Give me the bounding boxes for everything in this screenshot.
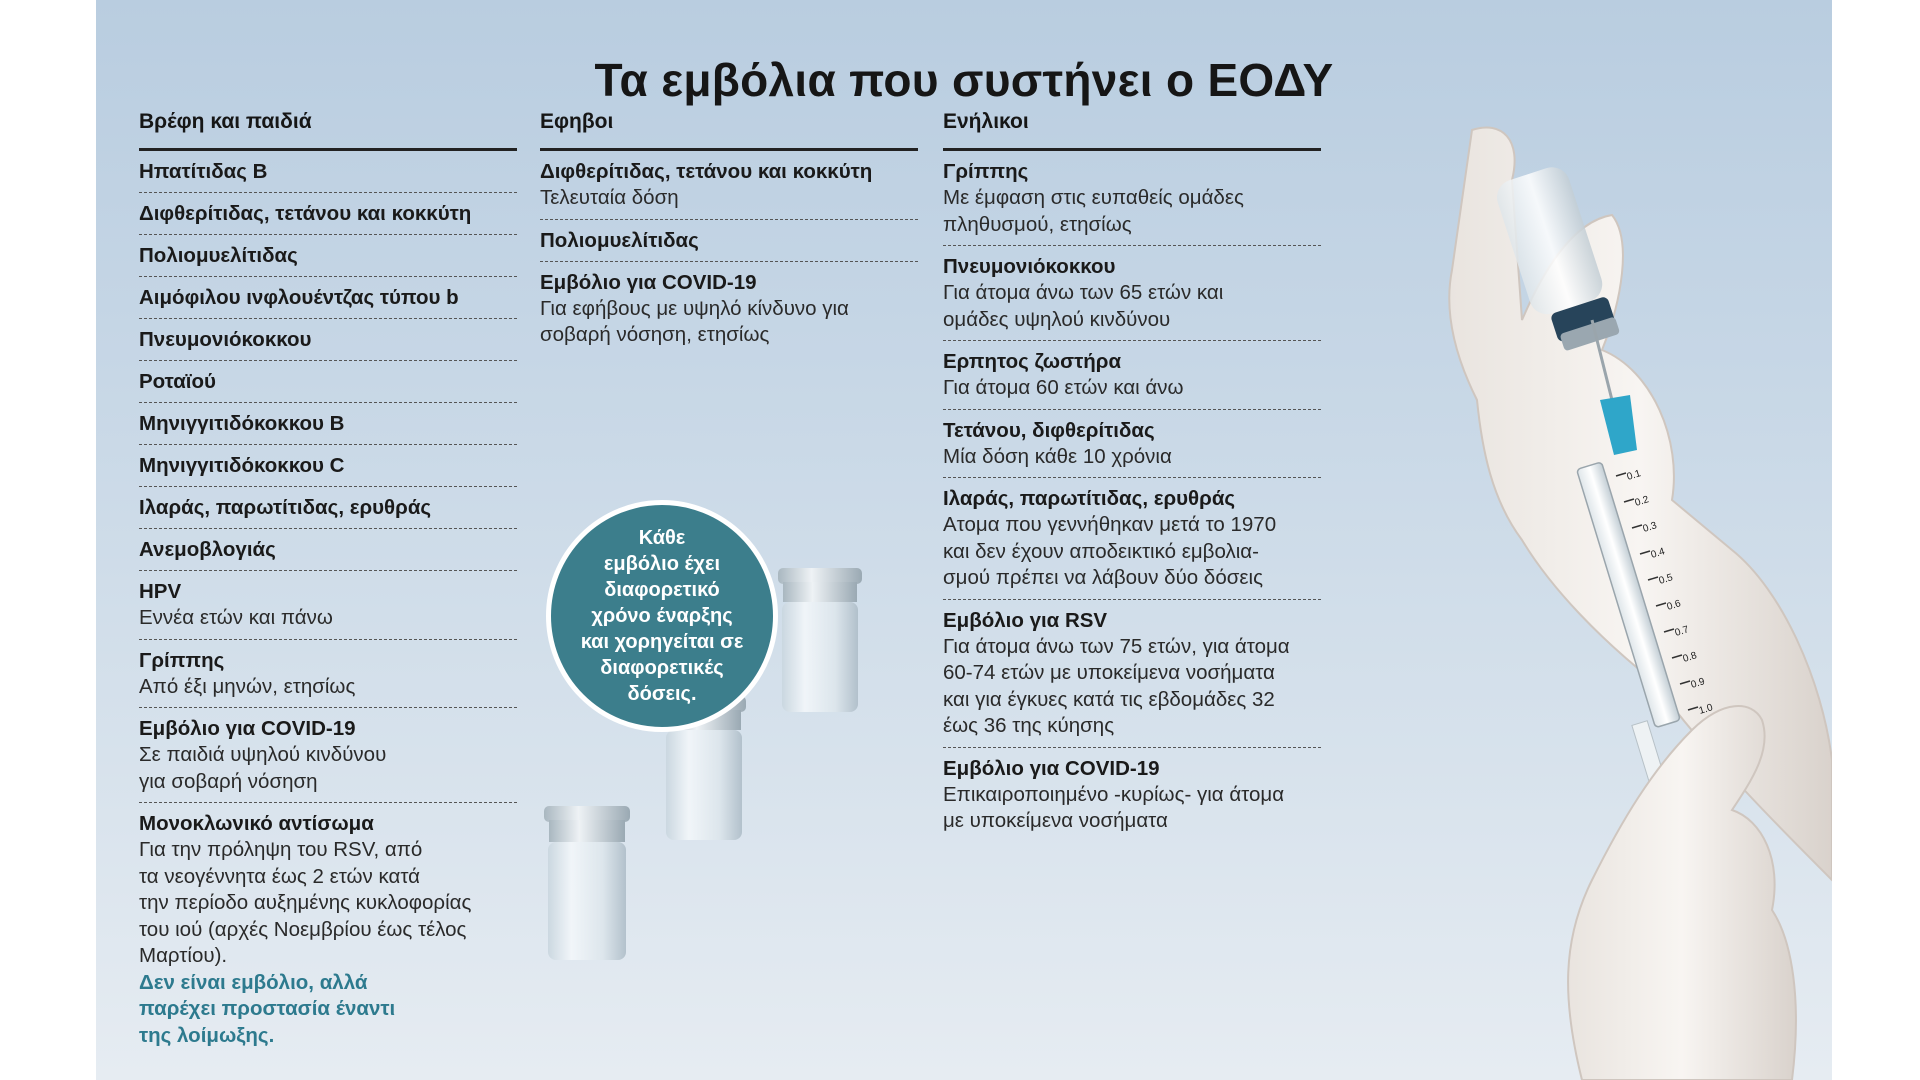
syringe-scale-label: 0.1 — [1625, 468, 1643, 483]
vaccine-name: Διφθερίτιδας, τετάνου και κοκκύτη — [139, 202, 472, 225]
vaccine-name: Πολιομυελίτιδας — [540, 228, 699, 252]
vaccine-name: HPV — [139, 580, 182, 603]
vaccine-item — [943, 151, 1321, 246]
vaccine-name: Εμβόλιο για COVID-19 — [540, 270, 757, 294]
vaccine-item — [540, 220, 918, 262]
vaccine-description: Με έμφαση στις ευπαθείς ομάδες πληθυσμού, ετησίως — [943, 186, 1244, 236]
syringe-scale-label: 0.3 — [1641, 520, 1659, 535]
vaccine-name: Πολιομυελίτιδας — [139, 244, 298, 267]
column-heading: Εφηβοι — [540, 110, 918, 151]
syringe-scale-label: 0.9 — [1689, 676, 1707, 691]
syringe-illustration — [1352, 120, 1832, 1080]
vaccine-item — [139, 193, 517, 235]
vaccine-name: Μηνιγγιτιδόκοκκου C — [139, 454, 345, 477]
vaccine-name: Εμβόλιο για COVID-19 — [139, 717, 356, 740]
vaccine-item — [943, 748, 1321, 842]
syringe-scale-label: 0.6 — [1665, 598, 1683, 613]
page-title: Τα εμβόλια που συστήνει ο ΕΟΔΥ — [594, 53, 1334, 106]
vaccine-name: Μονοκλωνικό αντίσωμα — [139, 812, 374, 835]
vaccine-name: Εμβόλιο για COVID-19 — [943, 756, 1160, 780]
vaccine-item — [139, 529, 517, 571]
vaccine-name: Μηνιγγιτιδόκοκκου Β — [139, 412, 345, 435]
vaccine-description: Εννέα ετών και πάνω — [139, 606, 333, 629]
highlight-note: Δεν είναι εμβόλιο, αλλά παρέχει προστασία έναντι της λοίμωξης. — [139, 970, 396, 1047]
vaccine-description: Επικαιροποιημένο -κυρίως- για άτομα με υποκείμενα νοσήματα — [943, 782, 1285, 832]
column-children — [139, 110, 517, 1056]
vaccine-description: Από έξι μηνών, ετησίως — [139, 674, 356, 698]
column-teens — [540, 110, 918, 356]
vaccine-item — [943, 410, 1321, 479]
column-heading: Βρέφη και παιδιά — [139, 110, 517, 151]
vaccine-item — [139, 708, 517, 803]
vaccine-item — [139, 277, 517, 319]
vaccine-name: Τετάνου, διφθερίτιδας — [943, 418, 1155, 442]
vaccine-item — [139, 361, 517, 403]
vaccine-name: Εμβόλιο για RSV — [943, 608, 1108, 632]
vaccine-item — [540, 151, 918, 220]
vaccine-name: Ροταϊού — [139, 370, 216, 393]
vaccine-description: Για την πρόληψη του RSV, από τα νεογέννητα έως 2 ετών κατά την περίοδο αυξημένης κυκλοφορίας του ιού (αρχές Νοεμβρίου έως τέλος Μαρτίου). — [139, 838, 472, 967]
vaccine-item — [139, 235, 517, 277]
info-badge — [546, 500, 778, 732]
vaccine-item — [139, 571, 517, 640]
vaccine-item — [139, 640, 517, 709]
vaccine-item — [139, 445, 517, 487]
vaccine-name: Ανεμοβλογιάς — [139, 538, 276, 561]
vaccine-item — [540, 262, 918, 356]
syringe-scale-label: 1.0 — [1697, 702, 1715, 717]
vaccine-list — [540, 151, 918, 356]
vaccine-item — [139, 319, 517, 361]
syringe-scale-label: 0.2 — [1633, 494, 1651, 509]
vaccine-description: Για άτομα 60 ετών και άνω — [943, 376, 1184, 399]
vaccine-name: Γρίππης — [943, 160, 1029, 183]
vaccine-name: Ιλαράς, παρωτίτιδας, ερυθράς — [139, 496, 432, 519]
vaccine-item — [139, 403, 517, 445]
vaccine-item — [139, 487, 517, 529]
syringe-scale-label: 0.7 — [1673, 624, 1691, 639]
vaccine-item — [943, 341, 1321, 410]
vaccine-name: Ιλαράς, παρωτίτιδας, ερυθράς — [943, 487, 1236, 510]
vaccine-list — [139, 151, 517, 1056]
syringe-scale-label: 0.5 — [1657, 572, 1675, 587]
vaccine-name: Πνευμονιόκοκκου — [943, 255, 1116, 278]
vaccine-name: Πνευμονιόκοκκου — [139, 328, 312, 351]
vaccine-item — [943, 246, 1321, 341]
vaccine-description: Για εφήβους με υψηλό κίνδυνο για σοβαρή νόσηση, ετησίως — [540, 296, 849, 346]
vial-front — [544, 806, 630, 960]
vaccine-name: Διφθερίτιδας, τετάνου και κοκκύτη — [540, 160, 873, 183]
vaccine-name: Γρίππης — [139, 648, 225, 672]
column-adults — [943, 110, 1321, 842]
vaccine-list — [943, 151, 1321, 842]
vaccine-name: Ερπητος ζωστήρα — [943, 350, 1122, 373]
vaccine-description: Σε παιδιά υψηλού κινδύνου για σοβαρή νόσηση — [139, 743, 387, 793]
vaccine-item — [139, 803, 517, 1056]
vaccine-description: Μία δόση κάθε 10 χρόνια — [943, 444, 1172, 468]
vaccine-item — [139, 151, 517, 193]
vaccine-description: Ατομα που γεννήθηκαν μετά το 1970 και δεν έχουν αποδεικτικό εμβολια- σμού πρέπει να λάβουν δύο δόσεις — [943, 513, 1277, 589]
vaccine-item — [943, 478, 1321, 600]
column-heading: Ενήλικοι — [943, 110, 1321, 151]
infographic — [96, 0, 1832, 1080]
vaccine-description: Τελευταία δόση — [540, 186, 679, 209]
syringe-scale-label: 0.8 — [1681, 650, 1699, 665]
vaccine-description: Για άτομα άνω των 75 ετών, για άτομα 60-74 ετών με υποκείμενα νοσήματα και για έγκυες κατά τις εβδομάδες 32 έως 36 της κύησης — [943, 634, 1290, 737]
vial-back — [778, 568, 862, 712]
vaccine-item — [943, 600, 1321, 748]
vaccine-name: Ηπατίτιδας Β — [139, 160, 268, 183]
syringe-scale-label: 0.4 — [1649, 546, 1667, 561]
badge-text: Κάθε εμβόλιο έχει διαφορετικό χρόνο έναρξης και χορηγείται σε διαφορετικές δόσεις. — [580, 527, 744, 705]
vaccine-name: Αιμόφιλου ινφλουέντζας τύπου b — [139, 286, 459, 309]
vaccine-description: Για άτομα άνω των 65 ετών και ομάδες υψηλού κινδύνου — [943, 281, 1224, 331]
